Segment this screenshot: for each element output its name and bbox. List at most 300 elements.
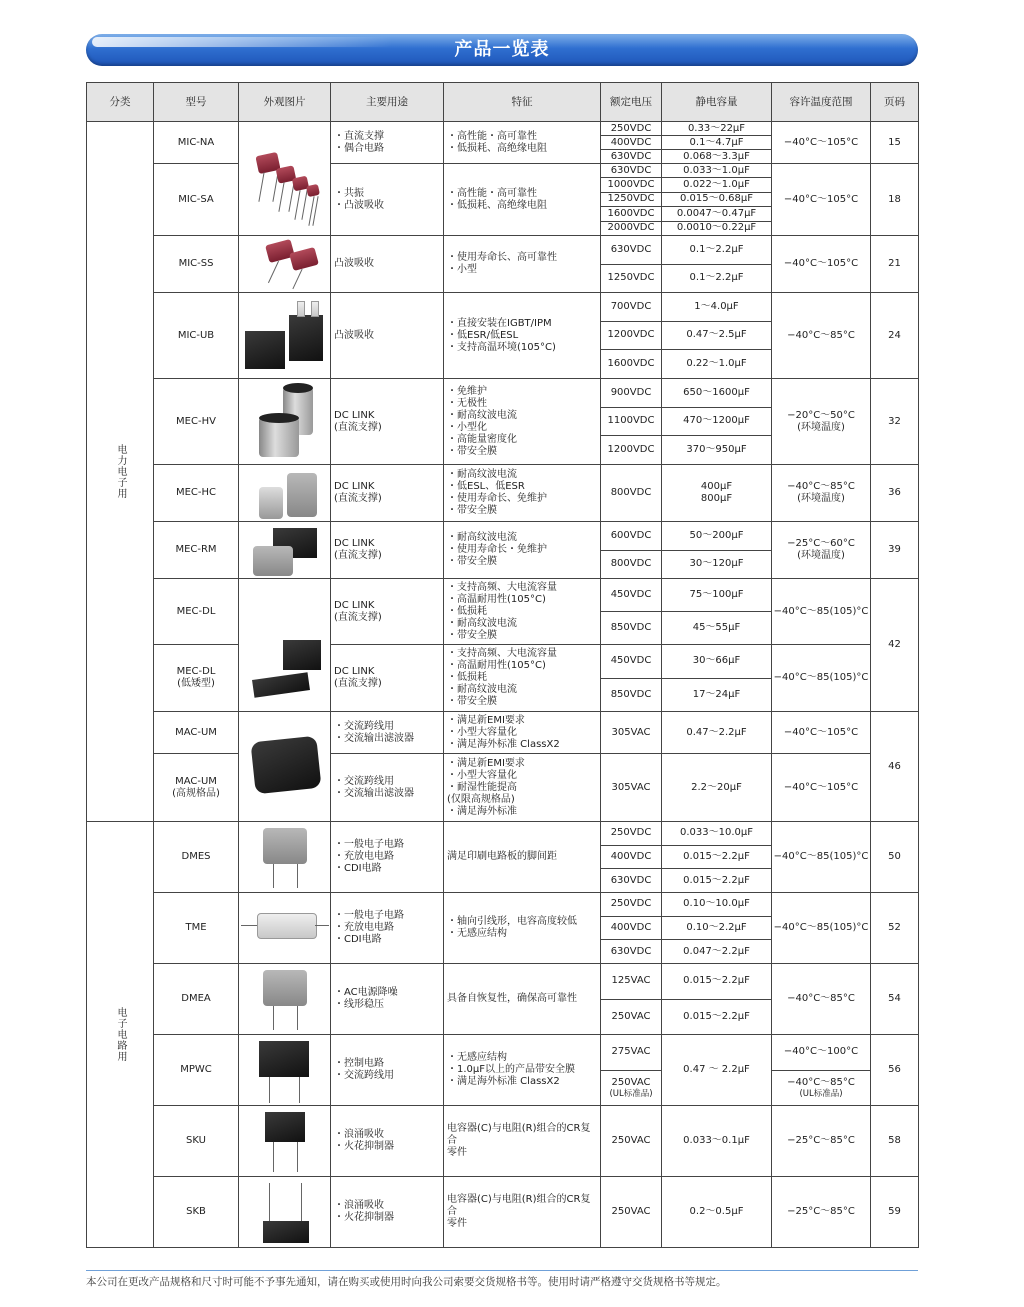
capacitance-cell [662,1106,772,1177]
voltage-cell [601,193,662,207]
page-title: 产品一览表 [454,39,550,60]
capacitance: 50〜200μF [689,529,744,541]
dc-link-can-image [259,417,299,457]
page-cell [871,164,919,236]
temp-range: −40°C〜105°C [783,193,859,205]
temp-range: −25°C〜60°C (环境温度) [787,538,855,561]
rated-voltage: 125VAC [611,975,651,987]
rated-voltage: 1200VDC [607,444,655,456]
uses-text: ・控制电路 ・交流跨线用 [334,1058,394,1081]
capacitance-cell [662,436,772,465]
voltage-cell [601,645,662,679]
capacitance: 0.1〜4.7μF [689,136,744,148]
lead-wire [269,1183,270,1223]
voltage-cell [601,1177,662,1248]
capacitance: 0.0047〜0.47μF [676,207,757,219]
capacitance: 30〜66μF [692,655,741,667]
capacitance-cell [662,612,772,645]
features-cell [444,522,601,579]
features-text: ・支持高频、大电流容量 ・高温耐用性(105°C) ・低损耗 ・耐高纹波电流 ・带安全膜 [447,648,557,707]
features-cell [444,712,601,754]
header-cell [239,83,331,122]
page-cell [871,712,919,822]
image-cell [239,579,331,712]
capacitance: 0.0010〜0.22μF [676,222,757,234]
page-number: 39 [888,544,901,555]
features-cell [444,122,601,164]
lead-wire [273,1142,274,1172]
uses-cell [331,1035,444,1106]
header-label: 容许温度范围 [789,96,853,108]
uses-text: ・直流支撑 ・偶合电路 [334,130,384,154]
capacitance: 0.047〜2.2μF [683,945,750,957]
cr-snubber-image [263,1221,309,1243]
dc-link-box-image [287,473,317,517]
header-cell [772,83,871,122]
rated-voltage: 250VDC [610,827,652,839]
voltage-note: (UL标准品) [609,1088,653,1099]
features-cell [444,379,601,465]
temp-cell [772,236,871,293]
voltage-cell [601,465,662,522]
header-cell [444,83,601,122]
capacitance-cell [662,551,772,580]
image-cell [239,1106,331,1177]
page-number: 24 [888,329,901,341]
page-cell [871,236,919,293]
uses-cell [331,236,444,293]
features-cell [444,465,601,522]
features-cell [444,1177,601,1248]
model-cell [154,579,239,645]
features-text: 满足印刷电路板的脚间距 [447,851,557,862]
voltage-cell [601,940,662,964]
lead-wire [273,1006,274,1030]
lead-wire [297,1006,298,1030]
model-cell [154,236,239,293]
uses-cell [331,712,444,754]
model-name: MEC-DL (低矮型) [176,666,216,689]
page-number: 59 [888,1206,901,1217]
product-photo [239,467,331,520]
rated-voltage: 630VDC [610,164,652,176]
uses-cell [331,893,444,964]
category-cell [87,822,154,1248]
model-cell [154,522,239,579]
image-cell [239,236,331,293]
capacitance-cell [662,178,772,192]
features-text: ・使用寿命长、高可靠性 ・小型 [447,252,557,275]
page-number: 42 [888,639,901,650]
rated-voltage: 250VDC [610,898,652,910]
uses-cell [331,754,444,822]
capacitance: 45〜55μF [692,622,741,633]
capacitance: 75〜100μF [689,589,744,600]
capacitance-cell [662,522,772,551]
uses-text: ・浪涌吸收 ・火花抑制器 [334,1200,394,1223]
model-name: MEC-HV [176,415,216,427]
voltage-cell [601,1071,662,1107]
capacitance: 0.1〜2.2μF [689,243,744,255]
model-cell [154,164,239,236]
capacitance: 650〜1600μF [683,386,750,398]
product-photo [239,381,331,463]
product-photo [239,1179,331,1246]
capacitance: 370〜950μF [686,444,747,456]
voltage-cell [601,1000,662,1036]
capacitance-cell [662,136,772,150]
uses-text: ・交流跨线用 ・交流输出滤波器 [334,720,414,744]
capacitance: 0.022〜1.0μF [683,179,750,191]
box-capacitor-image [263,828,307,864]
model-name: MPWC [180,1064,212,1075]
rated-voltage: 1200VDC [607,329,655,341]
uses-text: ・共振 ・凸波吸收 [334,187,384,211]
header-label: 外观图片 [263,96,306,108]
capacitance-cell [662,754,772,822]
voltage-cell [601,265,662,294]
page-cell [871,293,919,379]
uses-cell [331,1177,444,1248]
lead-wire [292,269,302,289]
box-capacitor-image [263,970,307,1006]
header-cell [154,83,239,122]
page-cell [871,522,919,579]
features-cell [444,293,601,379]
model-name: MIC-SA [178,193,214,205]
features-cell [444,964,601,1035]
uses-text: ・一般电子电路 ・充放电电路 ・CDI电路 [334,910,404,945]
temp-range: −40°C〜85°C (环境温度) [787,481,855,504]
uses-text: 凸波吸收 [334,329,374,341]
rated-voltage: 400VDC [610,850,652,862]
model-name: MEC-DL [176,605,216,617]
model-cell [154,754,239,822]
product-photo [239,966,331,1033]
category-cell [87,122,154,822]
temp-cell [772,1035,871,1071]
model-cell [154,893,239,964]
rated-voltage: 1600VDC [607,358,655,370]
uses-cell [331,579,444,645]
footer-divider [86,1270,918,1271]
image-cell [239,712,331,822]
capacitance-cell [662,1177,772,1248]
rated-voltage: 275VAC [611,1046,651,1058]
model-name: MEC-HC [175,487,217,498]
rated-voltage: 250VAC [611,1076,651,1088]
can-top-image [259,413,299,423]
header-cell [331,83,444,122]
temp-range: −40°C〜85°C [787,1076,855,1088]
rated-voltage: 850VDC [610,688,652,700]
rated-voltage: 1000VDC [607,179,655,191]
cr-snubber-image [265,1112,305,1142]
lead-wire [269,1077,270,1103]
uses-text: 凸波吸收 [334,258,374,269]
temp-note: (UL标准品) [799,1088,843,1099]
capacitance: 1〜4.0μF [694,300,739,312]
voltage-cell [601,612,662,645]
header-label: 主要用途 [366,96,408,108]
voltage-cell [601,293,662,322]
rated-voltage: 630VDC [610,945,652,957]
capacitance: 0.2〜0.5μF [689,1206,744,1217]
model-name: SKU [186,1135,206,1146]
page-number: 36 [888,487,901,498]
uses-text: DC LINK (直流支撑) [334,409,382,433]
capacitance-cell [662,712,772,754]
header-cell [601,83,662,122]
product-table [86,82,919,1248]
voltage-cell [601,379,662,408]
category-label: 电力电子用 [115,444,126,499]
capacitance: 2.2〜20μF [691,781,742,793]
page-cell [871,1035,919,1106]
header-label: 静电容量 [695,96,738,108]
model-cell [154,822,239,893]
capacitance: 0.015〜0.68μF [679,193,753,205]
voltage-cell [601,164,662,178]
header-cell [871,83,919,122]
product-photo [239,1108,331,1175]
product-photo [239,895,331,962]
uses-cell [331,645,444,712]
page-number: 21 [888,258,901,269]
temp-range: −40°C〜85(105)°C [773,922,869,933]
lead-wire [241,925,257,926]
temp-cell [772,122,871,164]
page-cell [871,964,919,1035]
model-cell [154,465,239,522]
page-number: 52 [888,922,901,933]
voltage-cell [601,207,662,221]
features-text: ・耐高纹波电流 ・使用寿命长・免维护 ・带安全膜 [447,532,547,567]
temp-range: −40°C〜85°C [787,993,855,1004]
voltage-cell [601,893,662,917]
uses-text: ・交流跨线用 ・交流输出滤波器 [334,775,414,799]
voltage-cell [601,322,662,351]
rated-voltage: 250VAC [611,1135,651,1146]
category-label: 电子电路用 [115,1007,126,1062]
temp-cell [772,465,871,522]
uses-text: DC LINK (直流支撑) [334,666,382,689]
voltage-cell [601,178,662,192]
model-name: TME [185,922,207,933]
voltage-cell [601,551,662,580]
capacitance-cell [662,150,772,164]
temp-cell [772,379,871,465]
uses-cell [331,465,444,522]
page-cell [871,122,919,164]
capacitance-cell [662,122,772,136]
product-photo [239,596,331,696]
voltage-cell [601,822,662,846]
capacitance-cell [662,846,772,870]
product-photo [239,295,331,377]
voltage-cell [601,1106,662,1177]
uses-cell [331,964,444,1035]
page-cell [871,1106,919,1177]
rated-voltage: 250VAC [611,1010,651,1022]
features-text: ・满足新EMI要求 ・小型大容量化 ・满足海外标准 ClassX2 [447,714,560,750]
features-cell [444,754,601,822]
capacitance: 0.10〜10.0μF [683,898,750,910]
capacitance-cell [662,579,772,612]
features-text: ・支持高频、大电流容量 ・高温耐用性(105°C) ・低损耗 ・耐高纹波电流 ・带安全膜 [447,581,557,641]
lead-wire [268,261,279,283]
voltage-cell [601,408,662,437]
page-number: 54 [888,993,901,1004]
uses-text: ・一般电子电路 ・充放电电路 ・CDI电路 [334,839,404,874]
capacitance-cell [662,822,772,846]
header-label: 特征 [511,96,533,108]
features-text: ・耐高纹波电流 ・低ESL、低ESR ・使用寿命长、免维护 ・带安全膜 [447,469,547,516]
model-cell [154,379,239,465]
voltage-cell [601,679,662,713]
lead-wire [301,190,307,220]
temp-range: −40°C〜105°C [783,781,859,793]
model-cell [154,122,239,164]
voltage-cell [601,350,662,379]
page-cell [871,1177,919,1248]
capacitance-cell [662,207,772,221]
features-cell [444,1035,601,1106]
rated-voltage: 305VAC [611,726,651,738]
model-cell [154,1106,239,1177]
lead-wire [273,864,274,888]
temp-range: −40°C〜100°C [783,1046,859,1058]
image-cell [239,822,331,893]
page-number: 50 [888,851,901,862]
temp-range: −40°C〜85(105)°C [773,605,869,617]
rated-voltage: 1600VDC [607,207,655,219]
capacitance-cell [662,350,772,379]
rated-voltage: 600VDC [610,529,652,541]
product-photo [239,524,331,577]
temp-range: −40°C〜85(105)°C [773,851,869,862]
capacitance-cell [662,322,772,351]
model-cell [154,293,239,379]
capacitance: 0.015〜2.2μF [683,874,750,886]
voltage-cell [601,579,662,612]
model-cell [154,712,239,754]
temp-range: −40°C〜105°C [783,136,859,148]
page-cell [871,579,919,712]
capacitance-cell [662,1035,772,1106]
uses-cell [331,122,444,164]
page-number: 58 [888,1135,901,1146]
uses-text: DC LINK (直流支撑) [334,481,382,504]
capacitance: 0.1〜2.2μF [689,272,744,284]
capacitance-cell [662,408,772,437]
rated-voltage: 1250VDC [607,272,655,284]
dc-link-flat-image [252,672,310,698]
x2-capacitor-image [259,1041,309,1077]
image-cell [239,522,331,579]
capacitance-cell [662,164,772,178]
rated-voltage: 700VDC [610,300,652,312]
model-cell [154,1177,239,1248]
rated-voltage: 850VDC [610,622,652,633]
axial-capacitor-image [257,913,317,939]
page-cell [871,379,919,465]
page-number: 56 [888,1064,901,1075]
capacitance: 0.47〜2.5μF [686,329,747,341]
title-banner [86,34,918,66]
capacitance: 30〜120μF [689,558,744,570]
voltage-cell [601,964,662,1000]
temp-cell [772,1177,871,1248]
uses-cell [331,1106,444,1177]
capacitance-cell [662,236,772,265]
capacitance: 400μF 800μF [700,481,733,504]
image-cell [239,122,331,236]
capacitance: 470〜1200μF [683,415,750,427]
model-name: SKB [186,1206,206,1217]
features-text: 具备自恢复性，确保高可靠性 [447,993,577,1004]
uses-cell [331,293,444,379]
capacitance-cell [662,679,772,713]
temp-range: −40°C〜85(105)°C [773,672,869,683]
temp-cell [772,964,871,1035]
temp-range: −40°C〜85°C [787,329,855,341]
image-cell [239,893,331,964]
model-cell [154,964,239,1035]
page-number: 32 [888,415,901,427]
capacitance-cell [662,917,772,941]
voltage-cell [601,122,662,136]
image-cell [239,964,331,1035]
capacitance: 17〜24μF [692,688,741,700]
rated-voltage: 450VDC [610,589,652,600]
rated-voltage: 900VDC [610,386,652,398]
lead-wire [301,1183,302,1223]
rated-voltage: 250VDC [610,122,652,134]
model-name: DMES [181,851,211,862]
dc-link-box-image [253,546,293,576]
temp-cell [772,754,871,822]
features-cell [444,822,601,893]
features-text: ・满足新EMI要求 ・小型大容量化 ・耐湿性能提高 (仅限高规格品) ・满足海外标准 [447,757,525,817]
features-cell [444,579,601,645]
rated-voltage: 630VDC [610,243,652,255]
header-cell [662,83,772,122]
temp-cell [772,164,871,236]
product-photo [239,129,331,229]
dc-link-box-image [283,640,321,670]
temp-cell [772,579,871,645]
voltage-cell [601,917,662,941]
voltage-cell [601,754,662,822]
image-cell [239,293,331,379]
temp-range: −20°C〜50°C (环境温度) [787,409,855,433]
capacitance: 0.033〜10.0μF [679,827,753,839]
temp-cell [772,1071,871,1107]
uses-cell [331,379,444,465]
model-name: MAC-UM [175,726,217,738]
voltage-cell [601,236,662,265]
voltage-cell [601,522,662,551]
voltage-cell [601,846,662,870]
terminal-image [311,301,319,317]
temp-range: −25°C〜85°C [787,1135,855,1146]
model-name: MAC-UM (高规格品) [172,775,220,799]
temp-cell [772,293,871,379]
temp-range: −25°C〜85°C [787,1206,855,1217]
capacitance-cell [662,645,772,679]
uses-cell [331,164,444,236]
